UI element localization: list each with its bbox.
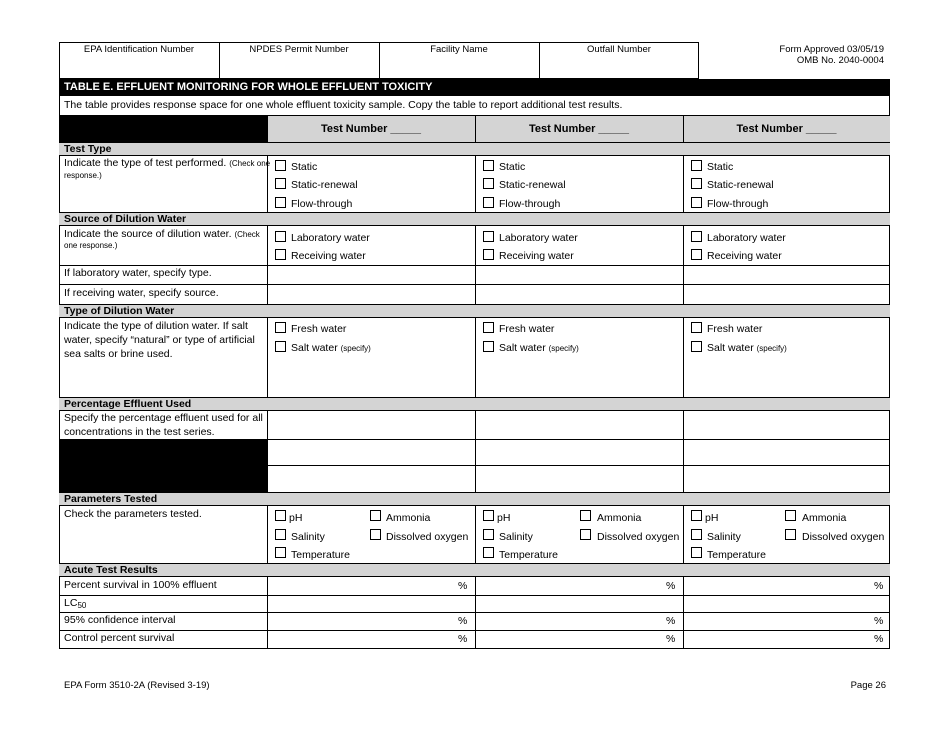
label-fresh-water-2: Fresh water	[499, 323, 555, 335]
label-flow-through-3: Flow-through	[707, 198, 769, 210]
checkbox-salt-water-3[interactable]	[691, 341, 702, 352]
epa-id-field[interactable]	[60, 56, 218, 78]
label-salinity-2: Salinity	[499, 531, 533, 543]
label-static-2: Static	[499, 161, 526, 173]
checkbox-salinity-2[interactable]	[483, 529, 494, 540]
label-ph-1: pH	[289, 512, 303, 524]
footer-page: Page 26	[850, 680, 886, 691]
label-lab-water-2: Laboratory water	[499, 232, 578, 244]
checkbox-ammonia-3[interactable]	[785, 510, 796, 521]
lab-water-specify: If laboratory water, specify type.	[64, 267, 212, 279]
label-fresh-water-3: Fresh water	[707, 323, 763, 335]
pct-survival-2: %	[666, 580, 676, 592]
checkbox-flow-through-1[interactable]	[275, 197, 286, 208]
label-ammonia-1: Ammonia	[386, 512, 431, 524]
column-header-blank	[59, 115, 267, 142]
dilution-source-note: one response.)	[64, 241, 118, 250]
checkbox-lab-water-3[interactable]	[691, 231, 702, 242]
label-salt-water-2: Salt water (specify)	[499, 342, 579, 354]
checkbox-static-renewal-3[interactable]	[691, 178, 702, 189]
checkbox-flow-through-3[interactable]	[691, 197, 702, 208]
label-flow-through-1: Flow-through	[291, 198, 353, 210]
checkbox-salt-water-1[interactable]	[275, 341, 286, 352]
label-dissolved-oxygen-3: Dissolved oxygen	[802, 531, 885, 543]
test-type-question: Indicate the type of test performed. (Check one	[64, 157, 271, 169]
label-receiving-water-1: Receiving water	[291, 250, 366, 262]
checkbox-salinity-1[interactable]	[275, 529, 286, 540]
label-flow-through-2: Flow-through	[499, 198, 561, 210]
section-acute: Acute Test Results	[59, 563, 890, 577]
label-static-1: Static	[291, 161, 318, 173]
checkbox-receiving-water-1[interactable]	[275, 249, 286, 260]
checkbox-ammonia-1[interactable]	[370, 510, 381, 521]
percentage-field-1a[interactable]	[268, 411, 475, 439]
checkbox-fresh-water-1[interactable]	[275, 322, 286, 333]
epa-id-label: EPA Identification Number	[83, 44, 195, 55]
section-percentage: Percentage Effluent Used	[59, 397, 890, 411]
checkbox-static-2[interactable]	[483, 160, 494, 171]
label-ammonia-3: Ammonia	[802, 512, 847, 524]
label-salinity-1: Salinity	[291, 531, 325, 543]
checkbox-dissolved-oxygen-1[interactable]	[370, 529, 381, 540]
checkbox-lab-water-2[interactable]	[483, 231, 494, 242]
label-fresh-water-1: Fresh water	[291, 323, 347, 335]
checkbox-salt-water-2[interactable]	[483, 341, 494, 352]
label-dissolved-oxygen-1: Dissolved oxygen	[386, 531, 469, 543]
outfall-field[interactable]	[540, 56, 698, 78]
checkbox-ph-1[interactable]	[275, 510, 286, 521]
percentage-field-1c[interactable]	[268, 466, 475, 491]
section-test-type: Test Type	[59, 142, 890, 156]
pct-control-1: %	[458, 633, 468, 645]
acute-row-control: Control percent survival	[64, 632, 175, 644]
checkbox-lab-water-1[interactable]	[275, 231, 286, 242]
section-dilution-source: Source of Dilution Water	[59, 212, 890, 226]
label-dissolved-oxygen-2: Dissolved oxygen	[597, 531, 680, 543]
lab-water-specify-field-2[interactable]	[476, 266, 683, 284]
label-lab-water-3: Laboratory water	[707, 232, 786, 244]
checkbox-receiving-water-2[interactable]	[483, 249, 494, 260]
table-title: TABLE E. EFFLUENT MONITORING FOR WHOLE EFFLUENT TOXICITY	[59, 79, 890, 96]
checkbox-temperature-2[interactable]	[483, 547, 494, 558]
checkbox-temperature-1[interactable]	[275, 547, 286, 558]
section-dilution-type: Type of Dilution Water	[59, 304, 890, 318]
table-description: The table provides response space for one whole effluent toxicity sample. Copy the table to report additional test results.	[64, 99, 623, 111]
test-type-note: response.)	[64, 171, 102, 180]
lab-water-specify-field-1[interactable]	[268, 266, 475, 284]
form-approved: Form Approved 03/05/19	[779, 44, 884, 55]
label-receiving-water-3: Receiving water	[707, 250, 782, 262]
checkbox-fresh-water-3[interactable]	[691, 322, 702, 333]
pct-survival-1: %	[458, 580, 468, 592]
column-header-1	[267, 116, 475, 142]
acute-row-lc50: $LC_{50}$	[64, 597, 87, 610]
section-parameters: Parameters Tested	[59, 492, 890, 506]
checkbox-dissolved-oxygen-2[interactable]	[580, 529, 591, 540]
label-ph-3: pH	[705, 512, 719, 524]
checkbox-ph-3[interactable]	[691, 510, 702, 521]
acute-row-survival: Percent survival in 100% effluent	[64, 579, 217, 591]
lab-water-specify-field-3[interactable]	[684, 266, 889, 284]
label-ph-2: pH	[497, 512, 511, 524]
pct-survival-3: %	[874, 580, 884, 592]
percentage-black-block	[59, 439, 267, 492]
test-number-1[interactable]: Test Number _____	[320, 123, 422, 135]
footer-form: EPA Form 3510-2A (Revised 3-19)	[64, 680, 210, 691]
dilution-type-question-3: sea salts or brine used.	[64, 348, 173, 360]
percentage-field-1b[interactable]	[268, 440, 475, 465]
omb-number: OMB No. 2040-0004	[796, 55, 884, 66]
checkbox-dissolved-oxygen-3[interactable]	[785, 529, 796, 540]
facility-label: Facility Name	[430, 44, 488, 55]
column-header-3	[683, 116, 890, 142]
checkbox-receiving-water-3[interactable]	[691, 249, 702, 260]
label-temperature-2: Temperature	[499, 549, 558, 561]
label-temperature-3: Temperature	[707, 549, 766, 561]
receiving-water-specify-field-3[interactable]	[684, 285, 889, 304]
test-number-3[interactable]: Test Number _____	[736, 123, 837, 135]
npdes-field[interactable]	[220, 56, 378, 78]
acute-row-confidence: 95% confidence interval	[64, 614, 176, 626]
dilution-type-question-2: water, specify “natural” or type of artificial	[64, 334, 255, 346]
checkbox-fresh-water-2[interactable]	[483, 322, 494, 333]
pct-control-3: %	[874, 633, 884, 645]
facility-field[interactable]	[380, 56, 538, 78]
label-lab-water-1: Laboratory water	[291, 232, 370, 244]
label-static-3: Static	[707, 161, 734, 173]
receiving-water-specify: If receiving water, specify source.	[64, 287, 219, 299]
pct-control-2: %	[666, 633, 676, 645]
label-salt-water-1: Salt water (specify)	[291, 342, 371, 354]
percentage-question-1: Specify the percentage effluent used for all	[64, 412, 263, 424]
checkbox-static-renewal-2[interactable]	[483, 178, 494, 189]
checkbox-temperature-3[interactable]	[691, 547, 702, 558]
parameters-question: Check the parameters tested.	[64, 508, 202, 520]
checkbox-ph-2[interactable]	[483, 510, 494, 521]
checkbox-flow-through-2[interactable]	[483, 197, 494, 208]
npdes-label: NPDES Permit Number	[249, 44, 349, 55]
checkbox-static-3[interactable]	[691, 160, 702, 171]
dilution-type-question-1: Indicate the type of dilution water. If salt	[64, 320, 248, 332]
label-ammonia-2: Ammonia	[597, 512, 642, 524]
column-header-2	[475, 116, 683, 142]
label-temperature-1: Temperature	[291, 549, 350, 561]
checkbox-static-1[interactable]	[275, 160, 286, 171]
label-salinity-3: Salinity	[707, 531, 741, 543]
label-static-renewal-3: Static-renewal	[707, 179, 774, 191]
label-static-renewal-1: Static-renewal	[291, 179, 358, 191]
pct-confidence-1: %	[458, 615, 468, 627]
label-static-renewal-2: Static-renewal	[499, 179, 566, 191]
pct-confidence-3: %	[874, 615, 884, 627]
checkbox-ammonia-2[interactable]	[580, 510, 591, 521]
label-receiving-water-2: Receiving water	[499, 250, 574, 262]
pct-confidence-2: %	[666, 615, 676, 627]
percentage-question-2: concentrations in the test series.	[64, 426, 215, 438]
checkbox-static-renewal-1[interactable]	[275, 178, 286, 189]
test-number-2[interactable]: Test Number _____	[528, 123, 630, 135]
receiving-water-specify-field-1[interactable]	[268, 285, 475, 304]
dilution-source-question: Indicate the source of dilution water. (Check	[64, 228, 260, 240]
outfall-label: Outfall Number	[587, 44, 651, 55]
label-salt-water-3: Salt water (specify)	[707, 342, 787, 354]
checkbox-salinity-3[interactable]	[691, 529, 702, 540]
receiving-water-specify-field-2[interactable]	[476, 285, 683, 304]
